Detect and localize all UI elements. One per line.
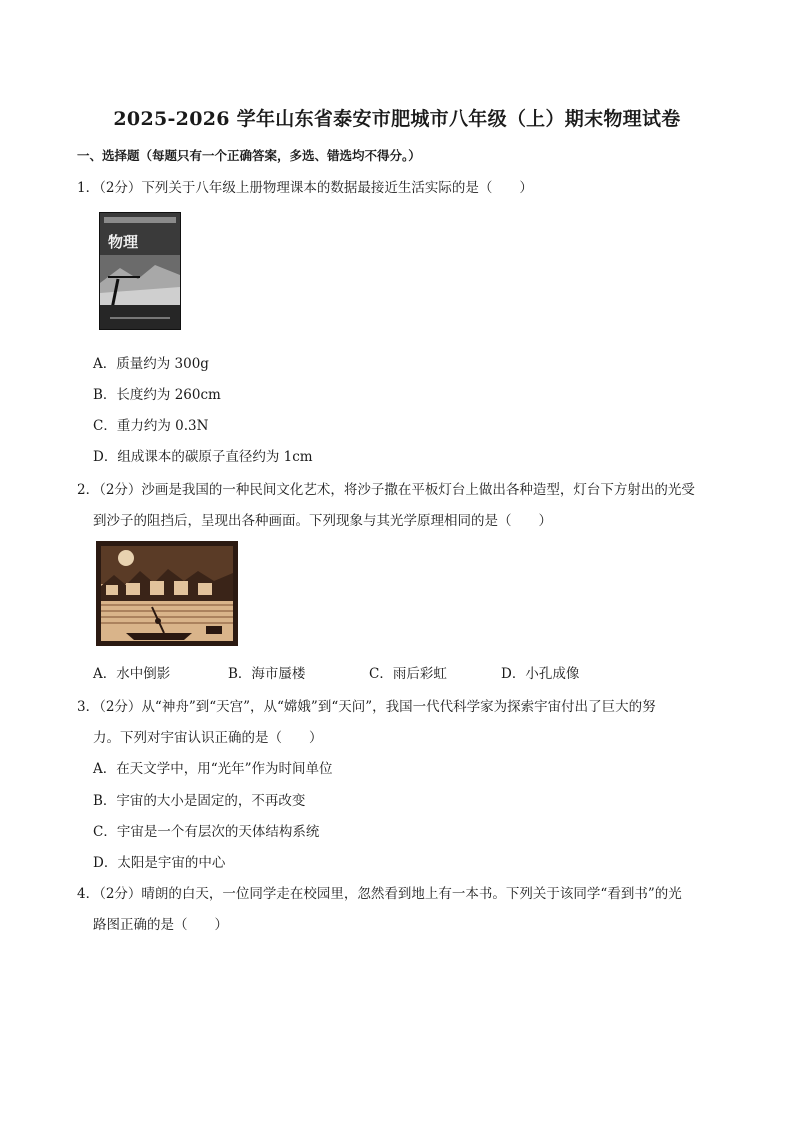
question-1-option-a: A．质量约为 300g [93,356,209,372]
question-3-option-c: C．宇宙是一个有层次的天体结构系统 [93,824,320,840]
question-2-option-d: D．小孔成像 [501,666,580,682]
question-1-option-b: B．长度约为 260cm [93,387,221,403]
question-4-stem-line-2: 路图正确的是（ ） [93,917,228,933]
question-1-option-c: C．重力约为 0.3N [93,418,209,434]
question-1-stem: 1．（2分）下列关于八年级上册物理课本的数据最接近生活实际的是（ ） [77,180,533,196]
question-3-option-d: D．太阳是宇宙的中心 [93,855,226,871]
question-2-stem-line-1: 2．（2分）沙画是我国的一种民间文化艺术，将沙子撒在平板灯台上做出各种造型，灯台下方射出的光受 [77,482,695,498]
question-4-stem-line-1: 4．（2分）晴朗的白天，一位同学走在校园里，忽然看到地上有一本书。下列关于该同学“看到书”的光 [77,886,682,902]
question-3-stem-line-1: 3．（2分）从“神舟”到“天宫”，从“嫦娥”到“天问”，我国一代代科学家为探索宇宙付出了巨大的努 [77,699,656,715]
sand-painting-illustration [96,541,238,646]
question-3-stem-line-2: 力。下列对宇宙认识正确的是（ ） [93,730,323,746]
question-1-option-d: D．组成课本的碳原子直径约为 1cm [93,449,313,465]
textbook-cover-image [99,212,181,330]
exam-title: 2025-2026 学年山东省泰安市肥城市八年级（上）期末物理试卷 [113,108,681,130]
textbook-cover-title: 物理 [108,233,139,251]
question-3-option-b: B．宇宙的大小是固定的，不再改变 [93,793,306,809]
section-heading: 一、选择题（每题只有一个正确答案，多选、错选均不得分。） [77,148,421,163]
question-2-option-a: A．水中倒影 [93,666,171,682]
question-3-option-a: A．在天文学中，用“光年”作为时间单位 [93,761,333,777]
question-2-option-c: C．雨后彩虹 [369,666,447,682]
question-2-stem-line-2: 到沙子的阻挡后，呈现出各种画面。下列现象与其光学原理相同的是（ ） [93,513,552,529]
sand-painting-image [96,541,238,646]
question-2-option-b: B．海市蜃楼 [228,666,306,682]
